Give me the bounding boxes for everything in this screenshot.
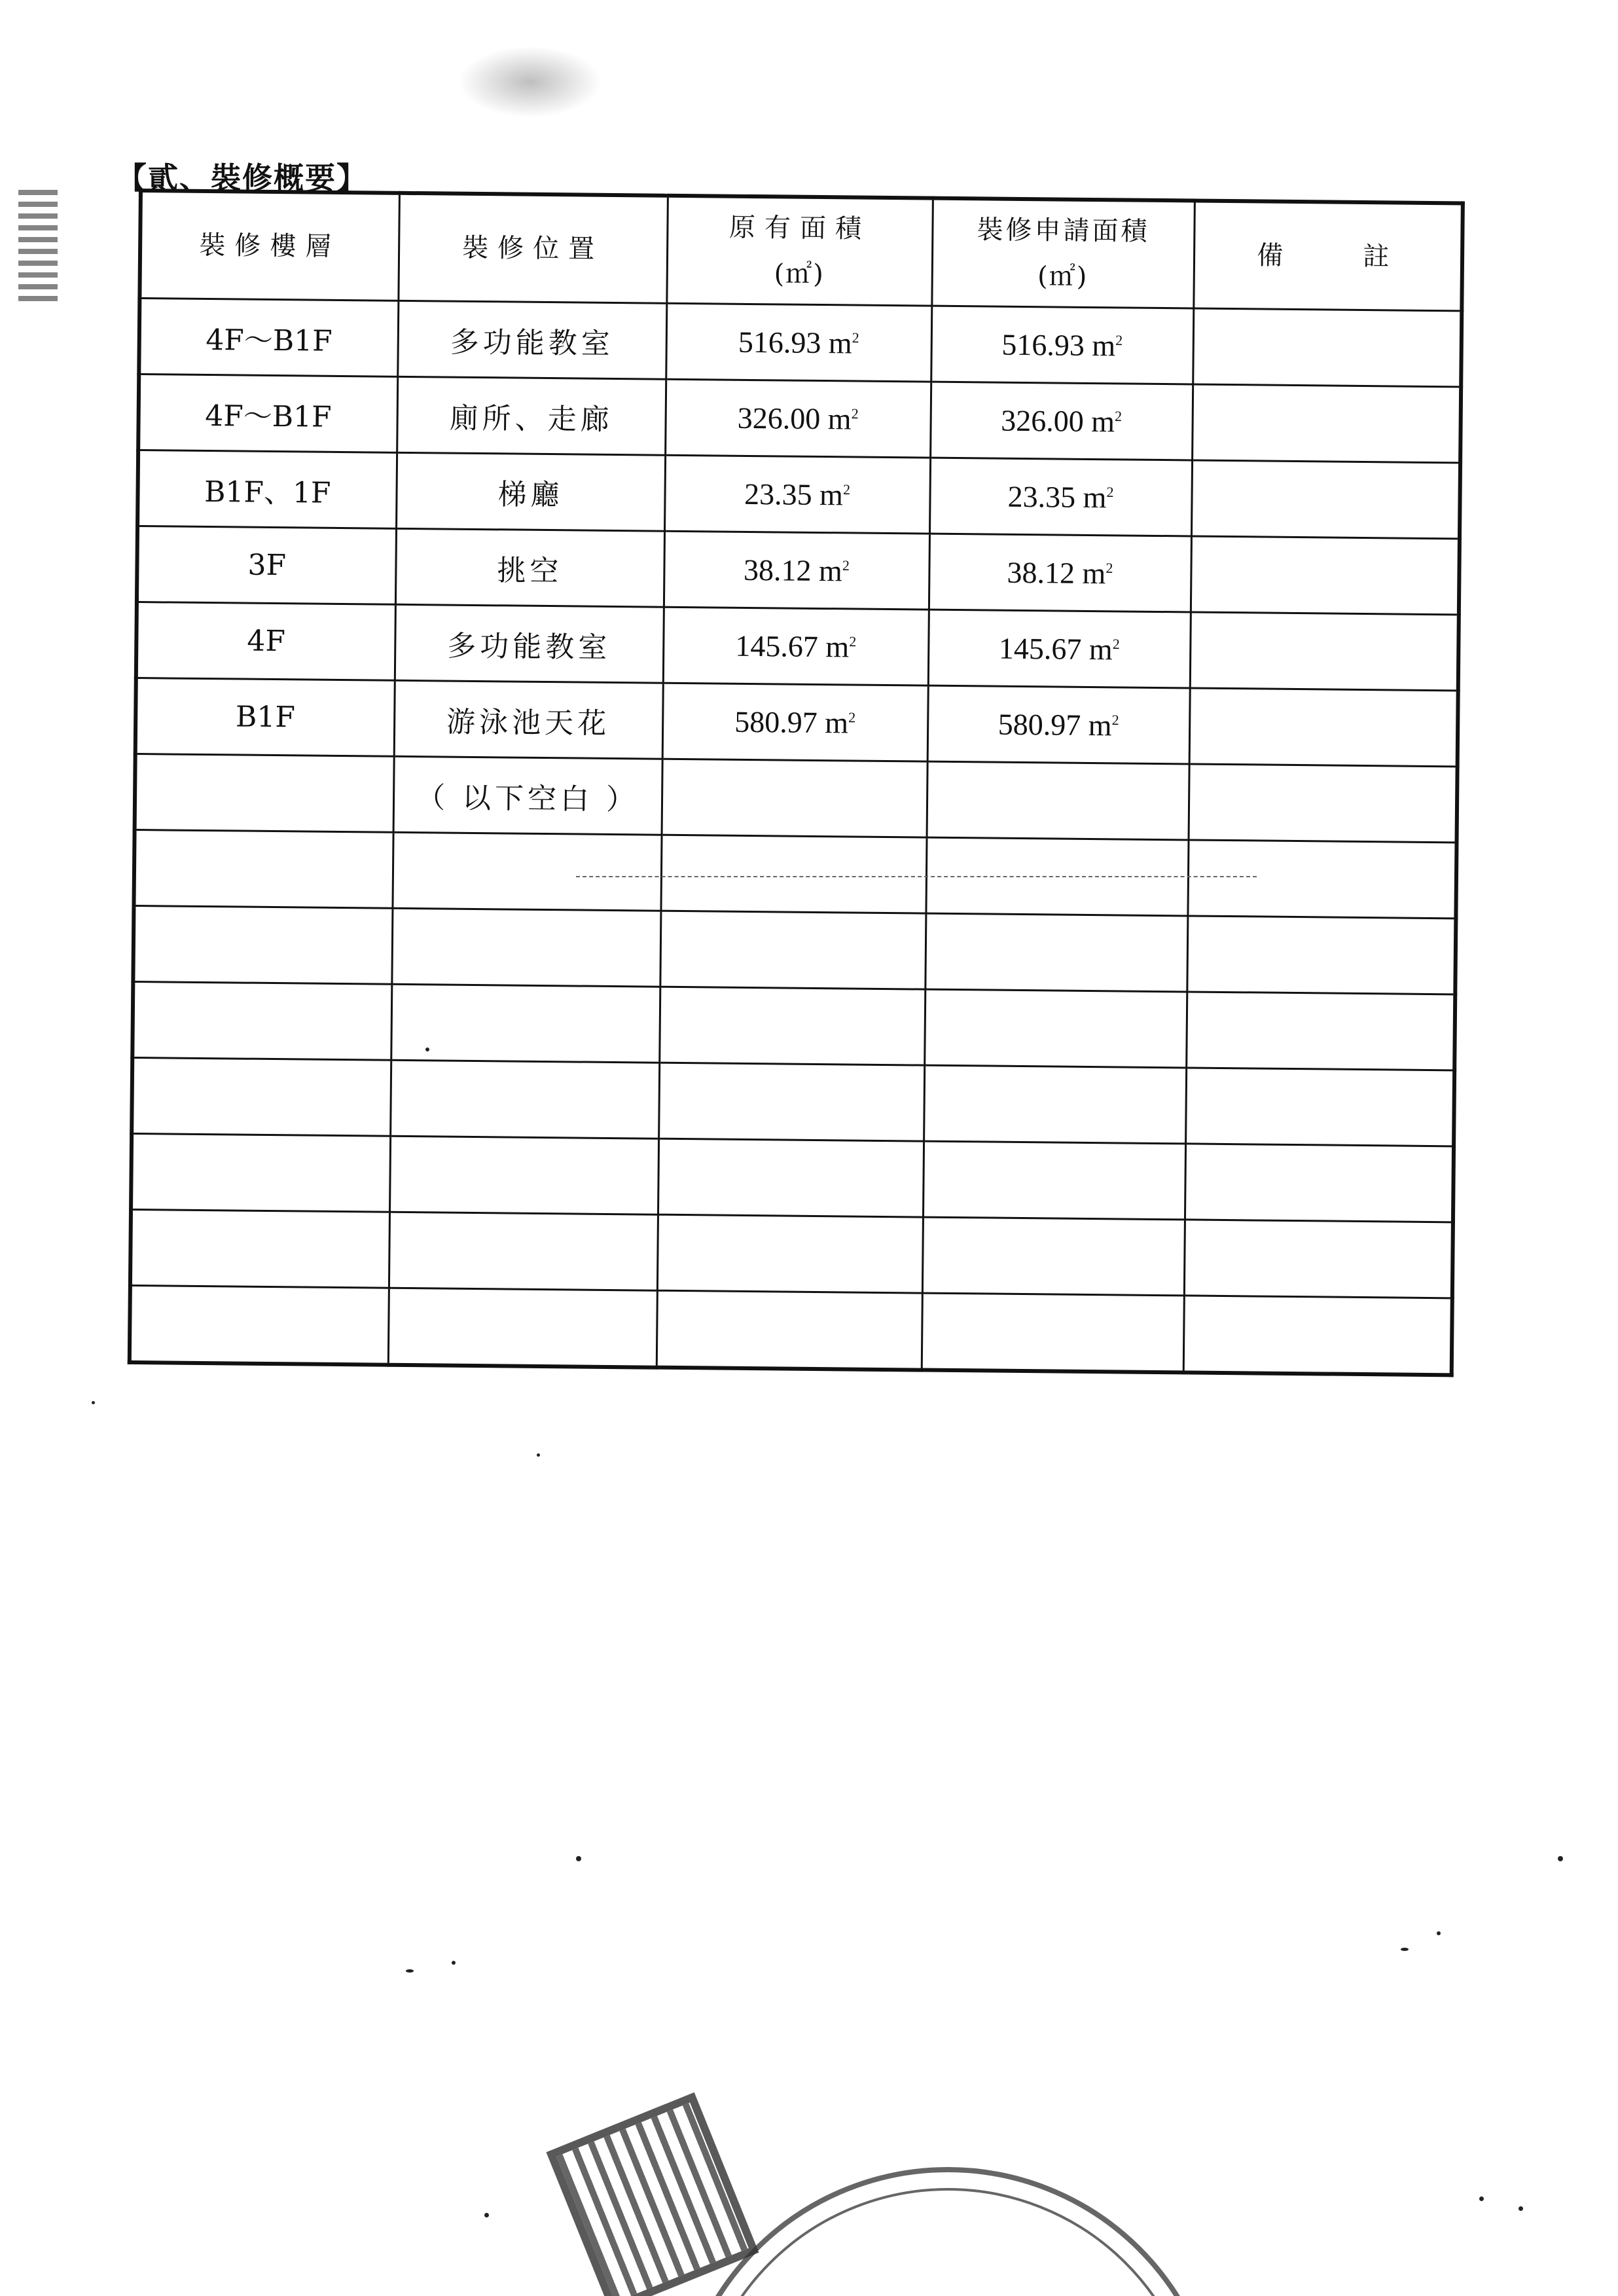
cell-applied-area [929,534,1191,612]
header-applied-area-label: 裝修申請面積 [977,215,1150,247]
cell-location: 游泳池天花 [394,680,663,759]
cell-original-area [658,1139,924,1217]
cell-original-area [662,683,928,761]
area-unit-base: m [828,326,852,360]
area-unit-base: m [827,402,852,436]
round-official-stamp [674,2167,1221,2296]
cell-original-area [658,1063,924,1141]
table-row [135,754,1458,842]
table-row [134,829,1456,918]
area-unit-exponent: 2 [851,405,859,422]
table-row [132,981,1455,1070]
area-unit-exponent: 2 [1115,332,1123,349]
header-original-area [666,196,933,306]
stray-dashed-line [576,876,1257,877]
area-unit-exponent: 2 [842,557,850,574]
cell-remarks [1185,1144,1454,1222]
cell-floor: 4F [136,602,395,680]
area-unit-exponent: 2 [848,709,856,726]
cell-applied-area [924,989,1187,1068]
cell-applied-area [929,458,1192,536]
table-row [133,905,1456,994]
cell-remarks [1185,1068,1454,1146]
section-title: 【貳、裝修概要】 [117,160,368,196]
area-unit-exponent: 2 [1106,483,1114,500]
cell-original-area [664,455,930,534]
cell-floor [134,829,393,908]
cell-location: （ 以下空白 ） [393,756,662,835]
area-unit-base: m [825,706,849,740]
area-unit-base: m [1083,480,1107,515]
area-value: 38.12 [743,553,812,587]
area-unit-exponent: 2 [852,329,859,346]
cell-remarks [1189,764,1458,843]
cell-remarks [1187,916,1456,994]
cell-floor: B1F、1F [137,450,397,529]
cell-location [389,1136,658,1214]
table-row [132,1057,1454,1146]
cell-applied-area [922,1293,1184,1372]
area-unit [1084,405,1123,439]
cell-location [390,1060,659,1139]
cell-original-area [662,759,927,837]
cell-original-area [663,607,929,685]
cell-original-area [659,987,925,1065]
table-row [130,1209,1453,1298]
cell-original-area [656,1290,922,1370]
cell-remarks [1193,308,1462,387]
area-unit-base: m [1088,708,1112,742]
header-location: 裝修位置 [398,193,668,303]
cell-original-area [666,303,931,382]
cell-applied-area [927,685,1190,764]
cell-floor [135,754,394,832]
area-unit [1075,481,1114,515]
table-row [131,1133,1454,1222]
area-value: 23.35 [744,477,812,511]
cell-location [392,832,661,911]
cell-applied-area [924,1065,1186,1144]
table-row [137,526,1460,615]
cell-location [388,1288,657,1367]
area-unit-exponent: 2 [842,481,851,498]
area-value: 516.93 [738,325,821,360]
area-value: 326.00 [1001,403,1085,438]
square-seal-stamp [546,2092,759,2296]
cell-remarks [1187,840,1456,919]
cell-original-area [665,379,931,458]
cell-floor: 3F [137,526,396,605]
renovation-summary-table [128,189,1465,1377]
area-value: 23.35 [1007,479,1076,514]
header-remarks: 備 註 [1193,200,1463,310]
cell-original-area [657,1214,923,1293]
cell-floor: 4F～B1F [139,299,398,377]
area-unit-base: m [1088,632,1113,666]
table-body [130,299,1462,1376]
cell-remarks [1190,612,1459,691]
area-unit-base: m [818,554,843,588]
cell-floor [132,981,391,1060]
area-value: 326.00 [737,401,821,436]
area-unit [1085,329,1123,363]
header-original-area-unit: (㎡) [774,259,825,290]
table-row [139,299,1462,387]
header-applied-area [931,198,1195,308]
area-unit [811,554,850,588]
table-row [130,1285,1452,1375]
cell-remarks [1183,1296,1452,1375]
table-row [138,374,1461,463]
cell-floor [133,905,392,984]
area-value: 580.97 [998,707,1081,742]
header-original-area-label: 原有面積 [728,212,871,244]
area-unit [821,326,859,360]
cell-floor [131,1133,390,1212]
area-unit-exponent: 2 [1115,408,1123,425]
area-unit [1081,708,1119,742]
cell-remarks [1191,536,1460,615]
cell-remarks [1186,992,1455,1070]
cell-floor [130,1285,389,1364]
cell-remarks [1189,688,1458,767]
binding-mark [18,190,58,301]
cell-location: 多功能教室 [395,604,664,683]
area-unit-base: m [825,630,850,664]
area-unit [1075,556,1113,591]
cell-applied-area [930,382,1193,460]
area-unit-base: m [1082,556,1106,591]
cell-applied-area [925,913,1187,992]
table-row [137,450,1460,539]
cell-location: 挑空 [395,528,664,607]
cell-floor [130,1209,389,1288]
cell-floor: B1F [135,678,395,756]
cell-applied-area [931,306,1193,384]
cell-applied-area [923,1141,1185,1220]
table-row [136,602,1459,690]
area-unit [812,478,850,512]
header-applied-area-unit: (㎡) [1037,261,1088,292]
area-unit [818,706,856,740]
table-header-row [139,191,1462,311]
area-value: 580.97 [734,704,818,739]
cell-remarks [1184,1220,1453,1298]
cell-remarks [1192,384,1461,463]
cell-original-area [660,911,926,989]
cell-applied-area [927,761,1189,840]
scan-smudge [458,46,602,118]
area-unit-exponent: 2 [1106,559,1113,576]
cell-location: 廁所、走廊 [397,376,666,455]
area-unit-base: m [819,478,844,512]
area-value: 145.67 [735,629,819,663]
area-unit-exponent: 2 [1112,635,1120,653]
area-value: 516.93 [1001,327,1085,362]
cell-floor: 4F～B1F [138,374,397,453]
cell-location [391,984,660,1063]
area-unit [1081,632,1120,666]
area-value: 145.67 [998,631,1082,666]
area-unit-base: m [1091,404,1115,439]
cell-location: 梯廳 [396,452,665,531]
table-row [135,678,1458,766]
area-unit [820,402,859,436]
cell-original-area [664,531,929,610]
area-unit-exponent: 2 [849,633,857,650]
cell-floor [132,1057,391,1136]
area-unit [818,630,857,664]
area-unit-base: m [1092,328,1116,363]
header-floor: 裝修樓層 [139,191,399,301]
cell-applied-area [928,610,1191,688]
area-unit-exponent: 2 [1111,711,1119,729]
cell-location [389,1212,658,1290]
cell-applied-area [922,1217,1185,1296]
cell-original-area [660,835,926,913]
area-value: 38.12 [1007,555,1075,590]
cell-remarks [1191,460,1460,539]
cell-location [391,908,660,987]
cell-location: 多功能教室 [397,301,666,379]
